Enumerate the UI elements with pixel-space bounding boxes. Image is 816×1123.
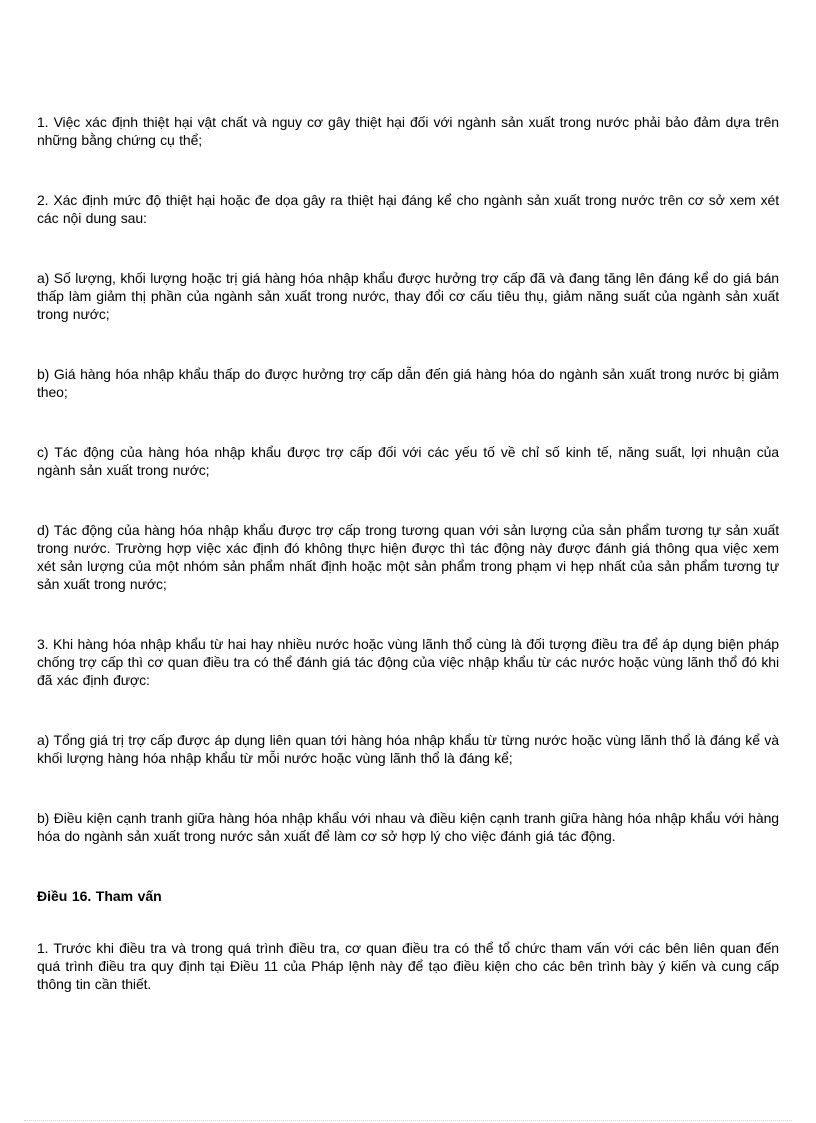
paragraph-2b: b) Giá hàng hóa nhập khẩu thấp do được hưởng trợ cấp dẫn đến giá hàng hóa do ngành sản xuất trong nước bị giảm theo; [37, 366, 779, 400]
article-heading: Điều 16. Tham vấn [37, 888, 162, 904]
paragraph-2: 2. Xác định mức độ thiệt hại hoặc đe dọa gây ra thiệt hại đáng kể cho ngành sản xuất trong nước trên cơ sở xem xét các nội dung sau: [37, 192, 779, 226]
paragraph-3a: a) Tổng giá trị trợ cấp được áp dụng liên quan tới hàng hóa nhập khẩu từ từng nước hoặc vùng lãnh thổ là đáng kể và khối lượng hàng hóa nhập khẩu từ mỗi nước hoặc vùng lãnh thổ là đáng kể; [37, 732, 779, 766]
article-16-paragraph-1: 1. Trước khi điều tra và trong quá trình điều tra, cơ quan điều tra có thể tổ chức tham vấn với các bên liên quan đến quá trình điều tra quy định tại Điều 11 của Pháp lệnh này để tạo điều kiện cho các bên trình bày ý kiến và cung cấp thông tin cần thiết. [37, 940, 779, 992]
paragraph-1: 1. Việc xác định thiệt hại vật chất và nguy cơ gây thiệt hại đối với ngành sản xuất trong nước phải bảo đảm dựa trên những bằng chứng cụ thể; [37, 114, 779, 148]
document-page [37, 113, 779, 1035]
paragraph-3: 3. Khi hàng hóa nhập khẩu từ hai hay nhiều nước hoặc vùng lãnh thổ cùng là đối tượng điều tra để áp dụng biện pháp chống trợ cấp thì cơ quan điều tra có thể đánh giá tác động của việc nhập khẩu từ các nước hoặc vùng lãnh thổ đó khi đã xác định được: [37, 636, 779, 688]
page-bottom-divider [24, 1120, 792, 1121]
paragraph-3b: b) Điều kiện cạnh tranh giữa hàng hóa nhập khẩu với nhau và điều kiện cạnh tranh giữa hàng hóa nhập khẩu với hàng hóa do ngành sản xuất trong nước sản xuất để làm cơ sở hợp lý cho việc đánh giá tác động. [37, 810, 779, 844]
paragraph-2c: c) Tác động của hàng hóa nhập khẩu được trợ cấp đối với các yếu tố về chỉ số kinh tế, năng suất, lợi nhuận của ngành sản xuất trong nước; [37, 444, 779, 478]
paragraph-2d: d) Tác động của hàng hóa nhập khẩu được trợ cấp trong tương quan với sản lượng của sản phẩm tương tự sản xuất trong nước. Trường hợp việc xác định đó không thực hiện được thì tác động này được đánh giá thông qua việc xem xét sản lượng của một nhóm sản phẩm nhất định hoặc một sản phẩm trong phạm vi hẹp nhất của sản phẩm tương tự sản xuất trong nước; [37, 522, 779, 592]
paragraph-2a: a) Số lượng, khối lượng hoặc trị giá hàng hóa nhập khẩu được hưởng trợ cấp đã và đang tăng lên đáng kể do giá bán thấp làm giảm thị phần của ngành sản xuất trong nước, thay đổi cơ cấu tiêu thụ, giảm năng suất của ngành sản xuất trong nước; [37, 270, 779, 322]
